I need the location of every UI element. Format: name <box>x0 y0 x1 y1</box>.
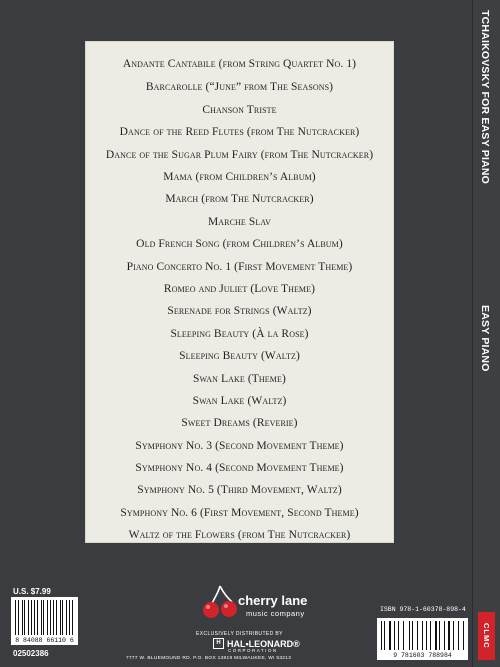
song-list-panel-full <box>86 42 393 542</box>
upc-barcode <box>11 597 78 645</box>
barcode-bar <box>424 621 425 650</box>
barcode-bar <box>418 621 420 650</box>
publisher-subtitle: music company <box>246 609 305 618</box>
isbn-barcode <box>377 618 468 660</box>
song-title: Chanson Triste <box>202 104 277 116</box>
song-title: Sweet Dreams (Reverie) <box>181 417 298 429</box>
distributor-address: 7777 W. BLUEMOUND RD. P.O. BOX 13819 MILWAUKEE, WI 53213 <box>126 656 292 661</box>
cherry-icon <box>221 601 237 617</box>
barcode-bar <box>403 621 405 650</box>
song-title: Mama (from Children’s Album) <box>163 171 316 183</box>
barcode-bar <box>442 621 443 650</box>
barcode-bar <box>448 621 449 650</box>
barcode-bar <box>381 621 382 650</box>
barcode-bars <box>15 600 74 635</box>
song-title: Dance of the Reed Flutes (from The Nutcracker) <box>119 126 360 138</box>
song-title: March (from The Nutcracker) <box>165 193 314 205</box>
barcode-bars <box>381 621 464 650</box>
song-title: Symphony No. 3 (Second Movement Theme) <box>135 440 344 452</box>
spine-title: TCHAIKOVSKY FOR EASY PIANO <box>479 10 491 185</box>
barcode-bar <box>439 621 440 650</box>
cherry-icon <box>203 602 219 618</box>
publisher-name: cherry lane <box>238 593 308 608</box>
distributor-name: HAL•LEONARD® <box>227 638 300 649</box>
barcode-bar <box>422 621 423 650</box>
barcode-bar <box>446 621 447 650</box>
barcode-bar <box>384 621 385 650</box>
upc-digits: 8 84088 66110 6 <box>15 637 74 644</box>
song-title: Sleeping Beauty (À la Rose) <box>170 328 309 340</box>
song-title: Dance of the Sugar Plum Fairy (from The Nutcracker) <box>105 149 374 161</box>
song-title: Marche Slav <box>207 216 272 228</box>
isbn-digits: 9 781603 788984 <box>393 652 452 659</box>
barcode-bar <box>394 621 395 650</box>
barcode-bar <box>410 621 411 650</box>
publisher-spine-logo: CLMC <box>478 612 495 660</box>
barcode-bar <box>456 621 457 650</box>
song-title: Swan Lake (Theme) <box>193 373 286 385</box>
barcode-bar <box>453 621 454 650</box>
barcode-bar <box>409 621 410 650</box>
barcode-bar <box>458 621 459 650</box>
barcode-bar <box>429 621 430 650</box>
barcode-bar <box>463 621 464 650</box>
barcode-bar <box>415 621 416 650</box>
song-title: Barcarolle (“June” from The Seasons) <box>145 81 334 93</box>
song-title: Piano Concerto No. 1 (First Movement Theme) <box>126 261 353 273</box>
barcode-bar <box>412 621 413 650</box>
song-title: Swan Lake (Waltz) <box>192 395 287 407</box>
song-title: Old French Song (from Children’s Album) <box>136 238 343 250</box>
song-title: Symphony No. 6 (First Movement, Second Theme) <box>120 507 359 519</box>
barcode-bar <box>392 621 393 650</box>
song-title: Andante Cantabile (from String Quartet No. 1) <box>122 58 357 70</box>
barcode-bar <box>460 621 461 650</box>
price-label: U.S. $7.99 <box>13 587 51 596</box>
distributor-corp: CORPORATION <box>228 648 278 653</box>
song-title: Sleeping Beauty (Waltz) <box>179 350 300 362</box>
barcode-bar <box>383 621 384 650</box>
barcode-bar <box>444 621 445 650</box>
spine-subtitle: EASY PIANO <box>479 305 491 372</box>
spine <box>472 0 500 667</box>
item-number: 02502386 <box>13 649 49 658</box>
barcode-bar <box>389 621 391 650</box>
song-title: Symphony No. 4 (Second Movement Theme) <box>135 462 344 474</box>
barcode-bar <box>432 621 433 650</box>
isbn-label: ISBN 978-1-60378-898-4 <box>380 606 466 613</box>
distribution-note: EXCLUSIVELY DISTRIBUTED BY <box>196 631 283 637</box>
barcode-bar <box>430 621 431 650</box>
song-title: Romeo and Juliet (Love Theme) <box>163 283 316 295</box>
song-title: Symphony No. 5 (Third Movement, Waltz) <box>137 484 342 496</box>
barcode-bar <box>405 621 406 650</box>
barcode-bar <box>396 621 397 650</box>
barcode-bar <box>398 621 399 650</box>
barcode-bar <box>417 621 418 650</box>
barcode-bar <box>426 621 427 650</box>
barcode-bar <box>435 621 437 650</box>
barcode-bar <box>387 621 388 650</box>
hal-leonard-icon: H <box>213 638 224 649</box>
song-title: Waltz of the Flowers (from The Nutcracker) <box>128 529 351 541</box>
barcode-bar <box>401 621 402 650</box>
barcode-bar <box>451 621 453 650</box>
song-title: Serenade for Strings (Waltz) <box>167 305 312 317</box>
barcode-bar <box>438 621 439 650</box>
